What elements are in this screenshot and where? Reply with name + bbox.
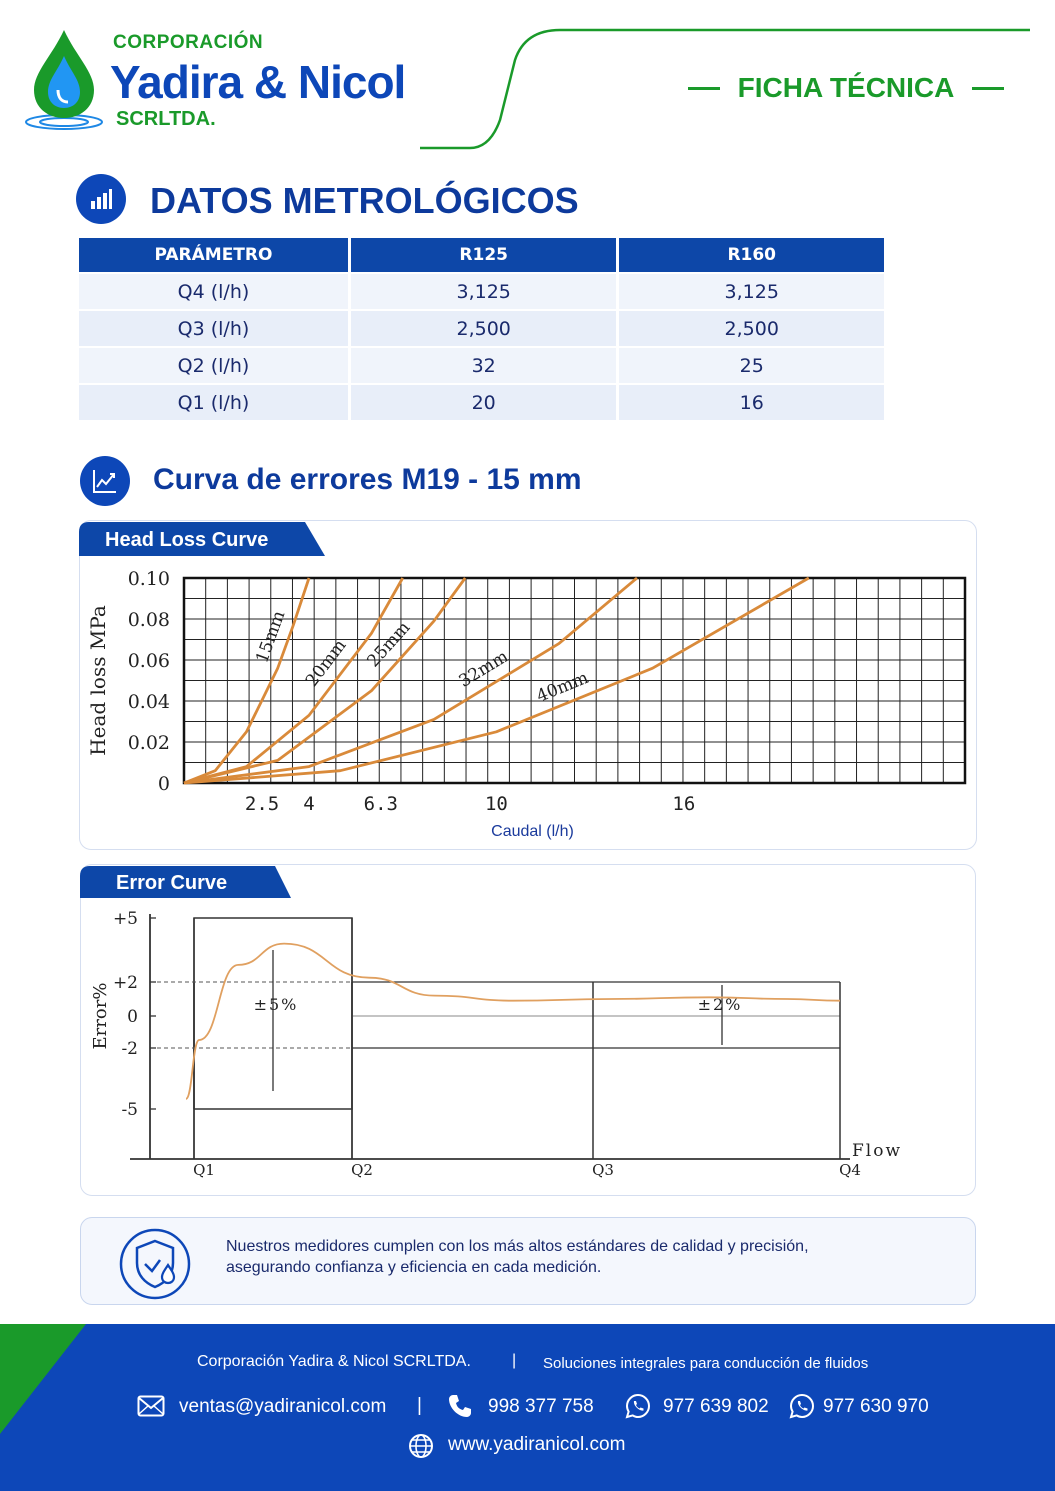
footer-separator: |	[417, 1395, 422, 1416]
series-label: 40mm	[533, 667, 592, 707]
x-tick-label: 6.3	[363, 793, 398, 815]
head-loss-tab	[79, 522, 329, 556]
table-cell: 25	[619, 348, 884, 383]
footer-phone[interactable]: 998 377 758	[488, 1396, 594, 1417]
y-tick-label: -5	[121, 1100, 138, 1120]
series-label: 25mm	[363, 617, 415, 672]
y-tick-label: +5	[112, 909, 138, 929]
doc-type-text: FICHA TÉCNICA	[737, 72, 955, 103]
footer-separator: |	[512, 1352, 517, 1369]
footer-company: Corporación Yadira & Nicol SCRLTDA.	[197, 1353, 471, 1370]
quality-line: asegurando confianza y eficiencia en cada medición.	[226, 1259, 602, 1276]
table-cell: 3,125	[619, 274, 884, 309]
line-chart-icon	[80, 456, 130, 506]
y-tick-label: 0	[127, 1007, 138, 1027]
series-label: 20mm	[301, 635, 351, 691]
y-tick-label: 0.08	[127, 609, 170, 631]
x-tick-label: Q4	[839, 1161, 861, 1179]
table-cell: 20	[351, 385, 617, 420]
y-tick-label: -2	[121, 1039, 138, 1059]
table-cell: 32	[351, 348, 617, 383]
footer-slogan: Soluciones integrales para conducción de fluidos	[543, 1355, 869, 1372]
mail-icon	[137, 1395, 165, 1417]
footer-website[interactable]: www.yadiranicol.com	[448, 1434, 626, 1455]
divider	[688, 87, 720, 90]
table-cell: Q4 (l/h)	[79, 274, 348, 309]
error-curve-chart	[80, 898, 974, 1194]
table-cell: Q1 (l/h)	[79, 385, 348, 420]
column-header: PARÁMETRO	[79, 238, 348, 272]
table-cell: 2,500	[619, 311, 884, 346]
footer-whatsapp[interactable]: 977 639 802	[663, 1396, 769, 1417]
y-tick-label: 0.06	[127, 650, 170, 672]
brand-top-text: CORPORACIÓN	[113, 32, 264, 53]
x-tick-label: 16	[672, 793, 696, 815]
y-tick-label: 0.10	[127, 568, 170, 590]
table-header-row	[79, 238, 884, 272]
whatsapp-icon	[789, 1393, 815, 1419]
y-axis-label: Error%	[90, 982, 111, 1050]
column-header: R160	[619, 238, 884, 272]
x-axis-label: Flow	[852, 1141, 903, 1161]
quality-line: Nuestros medidores cumplen con los más altos estándares de calidad y precisión,	[226, 1238, 809, 1255]
logo-drop-icon	[22, 28, 106, 132]
table-row	[79, 385, 884, 420]
phone-icon	[447, 1393, 473, 1419]
chart-title: Head Loss Curve	[105, 529, 269, 551]
divider	[972, 87, 1004, 90]
table-cell: Q3 (l/h)	[79, 311, 348, 346]
quality-statement	[226, 1236, 926, 1278]
section-title: DATOS METROLÓGICOS	[150, 180, 579, 221]
table-cell: Q2 (l/h)	[79, 348, 348, 383]
footer-whatsapp[interactable]: 977 630 970	[823, 1396, 929, 1417]
x-axis-label: Caudal (l/h)	[491, 823, 574, 840]
y-axis-label: Head loss MPa	[86, 605, 110, 756]
metrology-table	[76, 236, 887, 422]
section-title: Curva de errores M19 - 15 mm	[153, 463, 582, 496]
y-tick-label: 0.02	[127, 732, 170, 754]
series-label: 15mm	[252, 608, 290, 666]
head-loss-chart	[79, 556, 975, 848]
x-tick-label: 4	[303, 793, 315, 815]
table-cell: 3,125	[351, 274, 617, 309]
y-tick-label: 0.04	[127, 691, 170, 713]
y-tick-label: +2	[112, 973, 138, 993]
x-tick-label: 10	[484, 793, 508, 815]
chart-title: Error Curve	[116, 872, 228, 894]
table-cell: 2,500	[351, 311, 617, 346]
table-row	[79, 274, 884, 309]
error-curve-line	[186, 944, 840, 1099]
globe-icon	[408, 1433, 434, 1459]
table-cell: 16	[619, 385, 884, 420]
footer-email[interactable]: ventas@yadiranicol.com	[179, 1396, 387, 1417]
x-tick-label: 2.5	[244, 793, 280, 815]
table-row	[79, 348, 884, 383]
brand-name: Yadira & Nicol	[110, 56, 406, 108]
shield-drop-icon	[118, 1227, 192, 1301]
footer-accent	[0, 1324, 90, 1491]
x-tick-label: Q3	[592, 1161, 614, 1179]
column-header: R125	[351, 238, 617, 272]
table-row	[79, 311, 884, 346]
brand-suffix: SCRLTDA.	[116, 108, 216, 130]
bar-chart-icon	[76, 174, 126, 224]
annotation-label: ±2%	[697, 995, 743, 1014]
series-label: 32mm	[455, 646, 513, 692]
annotation-label: ±5%	[253, 995, 299, 1014]
error-curve-tab	[80, 866, 295, 898]
x-tick-label: Q1	[193, 1161, 215, 1179]
doc-type-label	[688, 72, 1004, 104]
y-tick-label: 0	[157, 773, 170, 795]
x-tick-label: Q2	[351, 1161, 373, 1179]
whatsapp-icon	[625, 1393, 651, 1419]
